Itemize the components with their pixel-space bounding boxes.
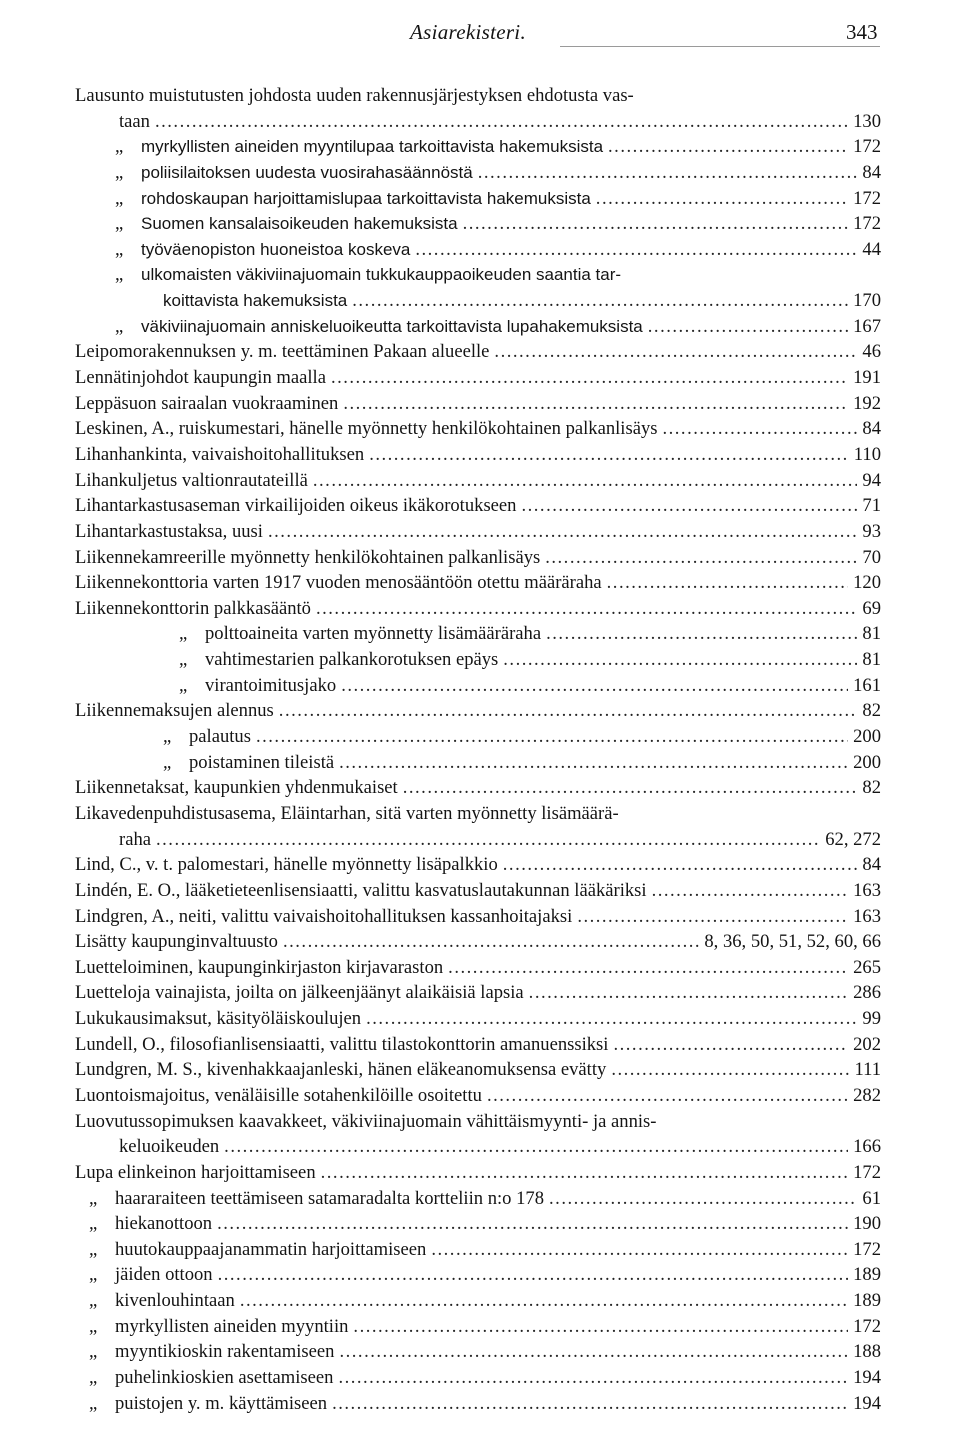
dot-leader [529, 980, 848, 1006]
entry-pages: 61 [862, 1187, 881, 1209]
entry-text: Liikennekamreerille myönnetty henkilökohtainen palkanlisäys [75, 546, 541, 568]
index-entry [75, 1109, 881, 1160]
ditto-mark: „ [115, 315, 124, 337]
entry-text: Luetteloja vainajista, joilta on jälkeenjäänyt alaikäisiä lapsia [75, 982, 524, 1004]
running-title: Asiarekisteri. [410, 20, 526, 44]
index-entry [75, 647, 881, 673]
entry-text: Luovutussopimuksen kaavakkeet, väkiviinajuomain vähittäismyynti- ja annis- [75, 1110, 657, 1132]
entry-text: Lind, C., v. t. palomestari, hänelle myönnetty lisäpalkkio [75, 854, 498, 876]
entry-pages: 172 [853, 1161, 881, 1183]
entry-pages: 81 [862, 623, 881, 645]
index-entry [75, 621, 881, 647]
entry-text: Lundell, O., filosofianlisensiaatti, valittu tilastokonttorin amanuenssiksi [75, 1033, 609, 1055]
entry-pages: 172 [853, 213, 881, 235]
entry-pages: 82 [862, 700, 881, 722]
index-entry [75, 339, 881, 365]
index-entry [75, 775, 881, 801]
entry-text: Leipomorakennuksen y. m. teettäminen Pakaan alueelle [75, 341, 490, 363]
entry-text: Lindén, E. O., lääketieteenlisensiaatti, valittu kasvatuslautakunnan lääkäriksi [75, 879, 647, 901]
entry-pages: 282 [853, 1084, 881, 1106]
dot-leader [608, 134, 848, 160]
dot-leader [448, 955, 848, 981]
index-entry [75, 186, 881, 212]
entry-text: Liikennekonttorin palkkasääntö [75, 597, 311, 619]
index-entry [75, 1262, 881, 1288]
entry-pages: 62, 272 [825, 828, 881, 850]
entry-text: myrkyllisten aineiden myyntilupaa tarkoittavista hakemuksista [141, 137, 604, 157]
entry-pages: 161 [853, 674, 881, 696]
index-entry [75, 570, 881, 596]
entry-pages: 120 [853, 572, 881, 594]
index-entry [75, 493, 881, 519]
dot-leader [478, 160, 858, 186]
entry-text: Lupa elinkeinon harjoittamiseen [75, 1161, 316, 1183]
ditto-mark: „ [89, 1290, 98, 1312]
index-entry [75, 237, 881, 263]
entry-pages: 70 [862, 546, 881, 568]
dot-leader [611, 1057, 849, 1083]
dot-leader [341, 673, 848, 699]
dot-leader [613, 1032, 848, 1058]
entry-pages: 191 [853, 367, 881, 389]
index-entry [75, 1211, 881, 1237]
entry-pages: 200 [853, 726, 881, 748]
entry-text: puistojen y. m. käyttämiseen [115, 1392, 328, 1414]
dot-leader [313, 468, 858, 494]
entry-text: Liikennetaksat, kaupunkien yhdenmukaiset [75, 777, 398, 799]
index-entry [75, 929, 881, 955]
index-entry [75, 1288, 881, 1314]
entry-text: poistaminen tileistä [189, 751, 335, 773]
index-entry [75, 1365, 881, 1391]
index-entry [75, 391, 881, 417]
dot-leader [339, 750, 848, 776]
index-entry [75, 1083, 881, 1109]
dot-leader [494, 339, 857, 365]
dot-leader [369, 442, 849, 468]
entry-text: jäiden ottoon [115, 1264, 213, 1286]
index-entry [75, 211, 881, 237]
ditto-mark: „ [115, 161, 124, 183]
entry-text-continued: taan [119, 110, 150, 132]
dot-leader [415, 237, 857, 263]
entry-pages: 170 [853, 290, 881, 312]
dot-leader [596, 186, 848, 212]
index-entry [75, 83, 881, 134]
index-entry [75, 545, 881, 571]
index-entry [75, 904, 881, 930]
subject-index [75, 83, 881, 1416]
dot-leader [279, 698, 858, 724]
entry-text-continued: koittavista hakemuksista [163, 291, 348, 311]
dot-leader [331, 365, 848, 391]
entry-pages: 194 [853, 1367, 881, 1389]
ditto-mark: „ [89, 1367, 98, 1389]
dot-leader [224, 1134, 848, 1160]
entry-pages: 265 [853, 956, 881, 978]
index-entry [75, 1186, 881, 1212]
ditto-mark: „ [179, 649, 188, 671]
dot-leader [577, 904, 848, 930]
entry-pages: 190 [853, 1213, 881, 1235]
ditto-mark: „ [115, 187, 124, 209]
dot-leader [648, 314, 848, 340]
ditto-mark: „ [89, 1238, 98, 1260]
entry-text: Lihantarkastusaseman virkailijoiden oikeus ikäkorotukseen [75, 495, 517, 517]
entry-pages: 172 [853, 187, 881, 209]
entry-pages: 8, 36, 50, 51, 52, 60, 66 [704, 931, 881, 953]
entry-text: kivenlouhintaan [115, 1290, 235, 1312]
entry-pages: 82 [862, 777, 881, 799]
dot-leader [268, 519, 857, 545]
entry-text-continued: keluoikeuden [119, 1136, 220, 1158]
entry-text: Lindgren, A., neiti, valittu vaivaishoitohallituksen kassanhoitajaksi [75, 905, 573, 927]
dot-leader [156, 827, 820, 853]
entry-text: väkiviinajuomain anniskeluoikeutta tarkoittavista lupahakemuksista [141, 316, 643, 336]
page-header [0, 16, 960, 52]
dot-leader [339, 1339, 848, 1365]
ditto-mark: „ [89, 1213, 98, 1235]
entry-pages: 84 [862, 854, 881, 876]
index-entry [75, 134, 881, 160]
index-entry [75, 314, 881, 340]
entry-text: Leskinen, A., ruiskumestari, hänelle myönnetty henkilökohtainen palkanlisäys [75, 418, 658, 440]
dot-leader [332, 1391, 848, 1417]
dot-leader [353, 1314, 848, 1340]
ditto-mark: „ [115, 264, 124, 286]
entry-text-continued: raha [119, 828, 151, 850]
dot-leader [240, 1288, 848, 1314]
dot-leader [549, 1186, 857, 1212]
entry-text: Luontoismajoitus, venäläisille sotahenkilöille osoitettu [75, 1084, 482, 1106]
index-entry [75, 1057, 881, 1083]
entry-text: huutokauppaajanammatin harjoittamiseen [115, 1238, 427, 1260]
entry-text: haararaiteen teettämiseen satamaradalta kortteliin n:o 178 [115, 1187, 545, 1209]
entry-pages: 167 [853, 315, 881, 337]
entry-pages: 44 [862, 238, 881, 260]
ditto-mark: „ [115, 136, 124, 158]
entry-text: Liikennemaksujen alennus [75, 700, 274, 722]
entry-pages: 94 [862, 469, 881, 491]
ditto-mark: „ [89, 1315, 98, 1337]
entry-pages: 84 [862, 161, 881, 183]
entry-text: virantoimitusjako [205, 674, 337, 696]
entry-pages: 202 [853, 1033, 881, 1055]
entry-pages: 99 [862, 1008, 881, 1030]
entry-pages: 163 [853, 879, 881, 901]
dot-leader [546, 621, 857, 647]
entry-pages: 172 [853, 1315, 881, 1337]
entry-text: palautus [189, 726, 251, 748]
entry-text: Lundgren, M. S., kivenhakkaajanleski, hänen eläkeanomuksensa evätty [75, 1059, 607, 1081]
entry-pages: 200 [853, 751, 881, 773]
index-entry [75, 416, 881, 442]
entry-text: Lukukausimaksut, käsityöläiskoulujen [75, 1008, 362, 1030]
dot-leader [316, 596, 857, 622]
entry-pages: 192 [853, 392, 881, 414]
ditto-mark: „ [163, 751, 172, 773]
entry-pages: 46 [862, 341, 881, 363]
entry-text: Lisätty kaupunginvaltuusto [75, 931, 278, 953]
dot-leader [431, 1237, 848, 1263]
entry-text: Luetteloiminen, kaupunginkirjaston kirjavaraston [75, 956, 444, 978]
entry-pages: 194 [853, 1392, 881, 1414]
index-entry [75, 1314, 881, 1340]
dot-leader [283, 929, 699, 955]
ditto-mark: „ [89, 1187, 98, 1209]
entry-pages: 110 [853, 443, 881, 465]
entry-text: Lihankuljetus valtionrautateillä [75, 469, 308, 491]
entry-text: ulkomaisten väkiviinajuomain tukkukauppaoikeuden saantia tar- [141, 265, 622, 285]
ditto-mark: „ [89, 1392, 98, 1414]
entry-text: Liikennekonttoria varten 1917 vuoden menosääntöön otettu määräraha [75, 572, 602, 594]
entry-text: Likavedenpuhdistusasema, Eläintarhan, sitä varten myönnetty lisämäärä- [75, 802, 619, 824]
entry-text: Lihantarkastustaksa, uusi [75, 520, 263, 542]
ditto-mark: „ [89, 1264, 98, 1286]
index-entry [75, 955, 881, 981]
ditto-mark: „ [179, 623, 188, 645]
entry-pages: 172 [853, 1238, 881, 1260]
entry-text: puhelinkioskien asettamiseen [115, 1367, 334, 1389]
index-entry [75, 698, 881, 724]
entry-pages: 189 [853, 1264, 881, 1286]
entry-pages: 189 [853, 1290, 881, 1312]
index-entry [75, 468, 881, 494]
dot-leader [463, 211, 849, 237]
entry-text: rohdoskaupan harjoittamislupaa tarkoittavista hakemuksista [141, 188, 591, 208]
entry-pages: 111 [854, 1059, 881, 1081]
entry-text: poliisilaitoksen uudesta vuosirahasäännöstä [141, 162, 473, 182]
index-entry [75, 1006, 881, 1032]
dot-leader [662, 416, 857, 442]
entry-pages: 163 [853, 905, 881, 927]
dot-leader [352, 288, 848, 314]
index-entry [75, 442, 881, 468]
dot-leader [366, 1006, 857, 1032]
index-entry [75, 878, 881, 904]
index-entry [75, 980, 881, 1006]
index-entry [75, 1032, 881, 1058]
entry-text: Leppäsuon sairaalan vuokraaminen [75, 392, 339, 414]
entry-pages: 84 [862, 418, 881, 440]
index-entry [75, 519, 881, 545]
dot-leader [503, 852, 858, 878]
entry-pages: 81 [862, 649, 881, 671]
entry-pages: 130 [853, 110, 881, 132]
dot-leader [652, 878, 849, 904]
index-entry [75, 1339, 881, 1365]
entry-pages: 71 [862, 495, 881, 517]
entry-text: Lennätinjohdot kaupungin maalla [75, 367, 326, 389]
ditto-mark: „ [179, 674, 188, 696]
dot-leader [256, 724, 848, 750]
dot-leader [607, 570, 848, 596]
dot-leader [338, 1365, 848, 1391]
dot-leader [217, 1211, 848, 1237]
header-rule [560, 46, 880, 47]
dot-leader [545, 545, 857, 571]
entry-pages: 69 [862, 597, 881, 619]
ditto-mark: „ [89, 1341, 98, 1363]
ditto-mark: „ [115, 213, 124, 235]
entry-text: vahtimestarien palkankorotuksen epäys [205, 649, 499, 671]
page-number: 343 [846, 20, 878, 44]
index-entry [75, 160, 881, 186]
entry-text: Lihanhankinta, vaivaishoitohallituksen [75, 443, 365, 465]
entry-text: polttoaineita varten myönnetty lisämääräraha [205, 623, 542, 645]
entry-text: hiekanottoon [115, 1213, 213, 1235]
index-entry [75, 673, 881, 699]
entry-pages: 166 [853, 1136, 881, 1158]
entry-text: työväenopiston huoneistoa koskeva [141, 239, 411, 259]
entry-text: Suomen kansalaisoikeuden hakemuksista [141, 214, 458, 234]
entry-pages: 286 [853, 982, 881, 1004]
ditto-mark: „ [163, 726, 172, 748]
dot-leader [503, 647, 857, 673]
index-entry [75, 365, 881, 391]
entry-pages: 93 [862, 520, 881, 542]
ditto-mark: „ [115, 238, 124, 260]
dot-leader [487, 1083, 848, 1109]
index-entry [75, 1160, 881, 1186]
index-entry [75, 852, 881, 878]
index-entry [75, 1237, 881, 1263]
entry-text: Lausunto muistutusten johdosta uuden rakennusjärjestyksen ehdotusta vas- [75, 85, 634, 106]
entry-text: myyntikioskin rakentamiseen [115, 1341, 335, 1363]
dot-leader [218, 1262, 849, 1288]
dot-leader [155, 109, 848, 135]
dot-leader [521, 493, 857, 519]
index-entry [75, 801, 881, 852]
entry-pages: 172 [853, 136, 881, 158]
index-entry [75, 1391, 881, 1417]
index-entry [75, 750, 881, 776]
index-entry [75, 724, 881, 750]
dot-leader [343, 391, 848, 417]
dot-leader [321, 1160, 848, 1186]
entry-text: myrkyllisten aineiden myyntiin [115, 1315, 349, 1337]
dot-leader [403, 775, 858, 801]
entry-pages: 188 [853, 1341, 881, 1363]
index-entry [75, 262, 881, 313]
index-entry [75, 596, 881, 622]
